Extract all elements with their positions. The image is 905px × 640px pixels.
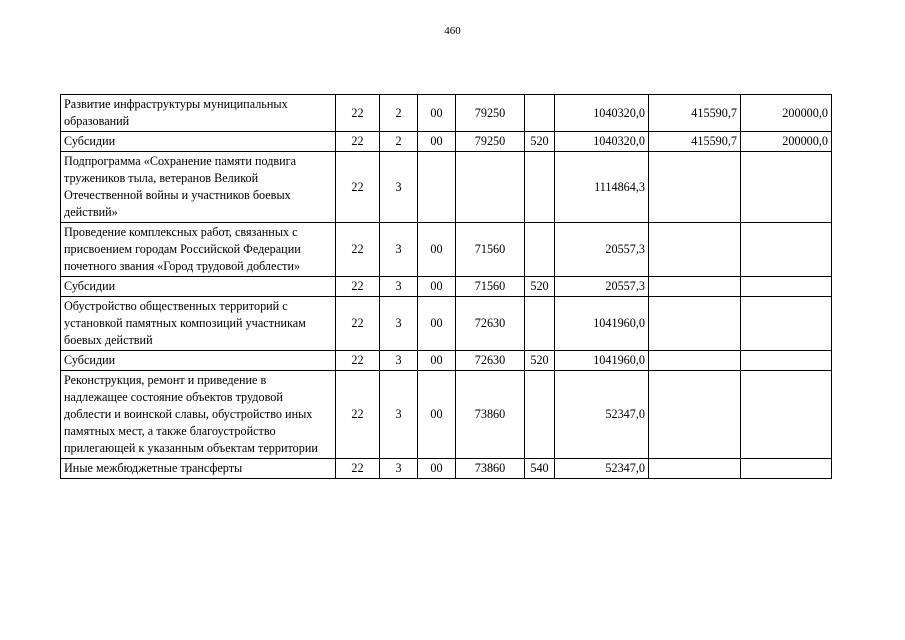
expense-type-code-cell bbox=[525, 371, 555, 459]
table-row bbox=[61, 459, 832, 479]
direction-code-cell: 71560 bbox=[456, 223, 525, 277]
direction-code-cell: 72630 bbox=[456, 351, 525, 371]
subprogram-code-cell bbox=[418, 152, 456, 223]
amount-year-3-cell bbox=[741, 371, 832, 459]
section-code-cell: 22 bbox=[336, 95, 380, 132]
amount-year-1-cell: 1041960,0 bbox=[555, 297, 649, 351]
expense-type-code-cell bbox=[525, 297, 555, 351]
amount-year-2-cell bbox=[649, 351, 741, 371]
direction-code-cell: 79250 bbox=[456, 132, 525, 152]
subprogram-code-cell: 00 bbox=[418, 371, 456, 459]
table-row bbox=[61, 223, 832, 277]
amount-year-2-cell: 415590,7 bbox=[649, 132, 741, 152]
direction-code-cell: 73860 bbox=[456, 371, 525, 459]
program-name-cell: Иные межбюджетные трансферты bbox=[61, 459, 336, 479]
amount-year-3-cell bbox=[741, 351, 832, 371]
expense-type-code-cell: 520 bbox=[525, 132, 555, 152]
amount-year-3-cell bbox=[741, 459, 832, 479]
table-row bbox=[61, 152, 832, 223]
amount-year-1-cell: 1040320,0 bbox=[555, 132, 649, 152]
section-code-cell: 22 bbox=[336, 371, 380, 459]
subprogram-code-cell: 00 bbox=[418, 351, 456, 371]
table-row bbox=[61, 277, 832, 297]
subsection-code-cell: 3 bbox=[380, 459, 418, 479]
subprogram-code-cell: 00 bbox=[418, 95, 456, 132]
amount-year-1-cell: 1040320,0 bbox=[555, 95, 649, 132]
amount-year-2-cell: 415590,7 bbox=[649, 95, 741, 132]
table-row bbox=[61, 132, 832, 152]
program-name-cell: Обустройство общественных территорий с установкой памятных композиций участникам боевых действий bbox=[61, 297, 336, 351]
direction-code-cell: 72630 bbox=[456, 297, 525, 351]
subsection-code-cell: 3 bbox=[380, 351, 418, 371]
amount-year-3-cell: 200000,0 bbox=[741, 95, 832, 132]
table-body bbox=[61, 95, 832, 479]
program-name-cell: Субсидии bbox=[61, 132, 336, 152]
subprogram-code-cell: 00 bbox=[418, 277, 456, 297]
amount-year-2-cell bbox=[649, 371, 741, 459]
program-name-cell: Субсидии bbox=[61, 277, 336, 297]
amount-year-3-cell bbox=[741, 223, 832, 277]
direction-code-cell bbox=[456, 152, 525, 223]
program-name-cell: Реконструкция, ремонт и приведение в надлежащее состояние объектов трудовой доблести и воинской славы, обустройство иных памятных мест, а также благоустройство прилегающей к указанным объектам территории bbox=[61, 371, 336, 459]
section-code-cell: 22 bbox=[336, 459, 380, 479]
amount-year-2-cell bbox=[649, 152, 741, 223]
subsection-code-cell: 2 bbox=[380, 95, 418, 132]
table-row bbox=[61, 297, 832, 351]
expense-type-code-cell: 520 bbox=[525, 351, 555, 371]
section-code-cell: 22 bbox=[336, 223, 380, 277]
subprogram-code-cell: 00 bbox=[418, 297, 456, 351]
subsection-code-cell: 3 bbox=[380, 371, 418, 459]
table-row bbox=[61, 351, 832, 371]
subsection-code-cell: 3 bbox=[380, 277, 418, 297]
amount-year-2-cell bbox=[649, 277, 741, 297]
amount-year-3-cell bbox=[741, 152, 832, 223]
program-name-cell: Проведение комплексных работ, связанных с присвоением городам Российской Федерации почетного звания «Город трудовой доблести» bbox=[61, 223, 336, 277]
expense-type-code-cell bbox=[525, 152, 555, 223]
amount-year-1-cell: 52347,0 bbox=[555, 371, 649, 459]
amount-year-1-cell: 1114864,3 bbox=[555, 152, 649, 223]
amount-year-1-cell: 52347,0 bbox=[555, 459, 649, 479]
subsection-code-cell: 3 bbox=[380, 297, 418, 351]
page-number: 460 bbox=[444, 25, 461, 37]
expense-type-code-cell: 540 bbox=[525, 459, 555, 479]
subprogram-code-cell: 00 bbox=[418, 459, 456, 479]
amount-year-2-cell bbox=[649, 459, 741, 479]
amount-year-2-cell bbox=[649, 223, 741, 277]
amount-year-1-cell: 1041960,0 bbox=[555, 351, 649, 371]
amount-year-3-cell bbox=[741, 277, 832, 297]
section-code-cell: 22 bbox=[336, 152, 380, 223]
section-code-cell: 22 bbox=[336, 351, 380, 371]
amount-year-3-cell: 200000,0 bbox=[741, 132, 832, 152]
table-row bbox=[61, 95, 832, 132]
budget-table bbox=[60, 94, 832, 479]
table-row bbox=[61, 371, 832, 459]
direction-code-cell: 71560 bbox=[456, 277, 525, 297]
subsection-code-cell: 3 bbox=[380, 152, 418, 223]
subsection-code-cell: 3 bbox=[380, 223, 418, 277]
subprogram-code-cell: 00 bbox=[418, 223, 456, 277]
amount-year-1-cell: 20557,3 bbox=[555, 223, 649, 277]
direction-code-cell: 79250 bbox=[456, 95, 525, 132]
section-code-cell: 22 bbox=[336, 132, 380, 152]
subsection-code-cell: 2 bbox=[380, 132, 418, 152]
direction-code-cell: 73860 bbox=[456, 459, 525, 479]
amount-year-1-cell: 20557,3 bbox=[555, 277, 649, 297]
expense-type-code-cell bbox=[525, 223, 555, 277]
program-name-cell: Субсидии bbox=[61, 351, 336, 371]
expense-type-code-cell bbox=[525, 95, 555, 132]
expense-type-code-cell: 520 bbox=[525, 277, 555, 297]
section-code-cell: 22 bbox=[336, 297, 380, 351]
subprogram-code-cell: 00 bbox=[418, 132, 456, 152]
section-code-cell: 22 bbox=[336, 277, 380, 297]
amount-year-2-cell bbox=[649, 297, 741, 351]
program-name-cell: Подпрограмма «Сохранение памяти подвига тружеников тыла, ветеранов Великой Отечественной войны и участников боевых действий» bbox=[61, 152, 336, 223]
program-name-cell: Развитие инфраструктуры муниципальных образований bbox=[61, 95, 336, 132]
amount-year-3-cell bbox=[741, 297, 832, 351]
